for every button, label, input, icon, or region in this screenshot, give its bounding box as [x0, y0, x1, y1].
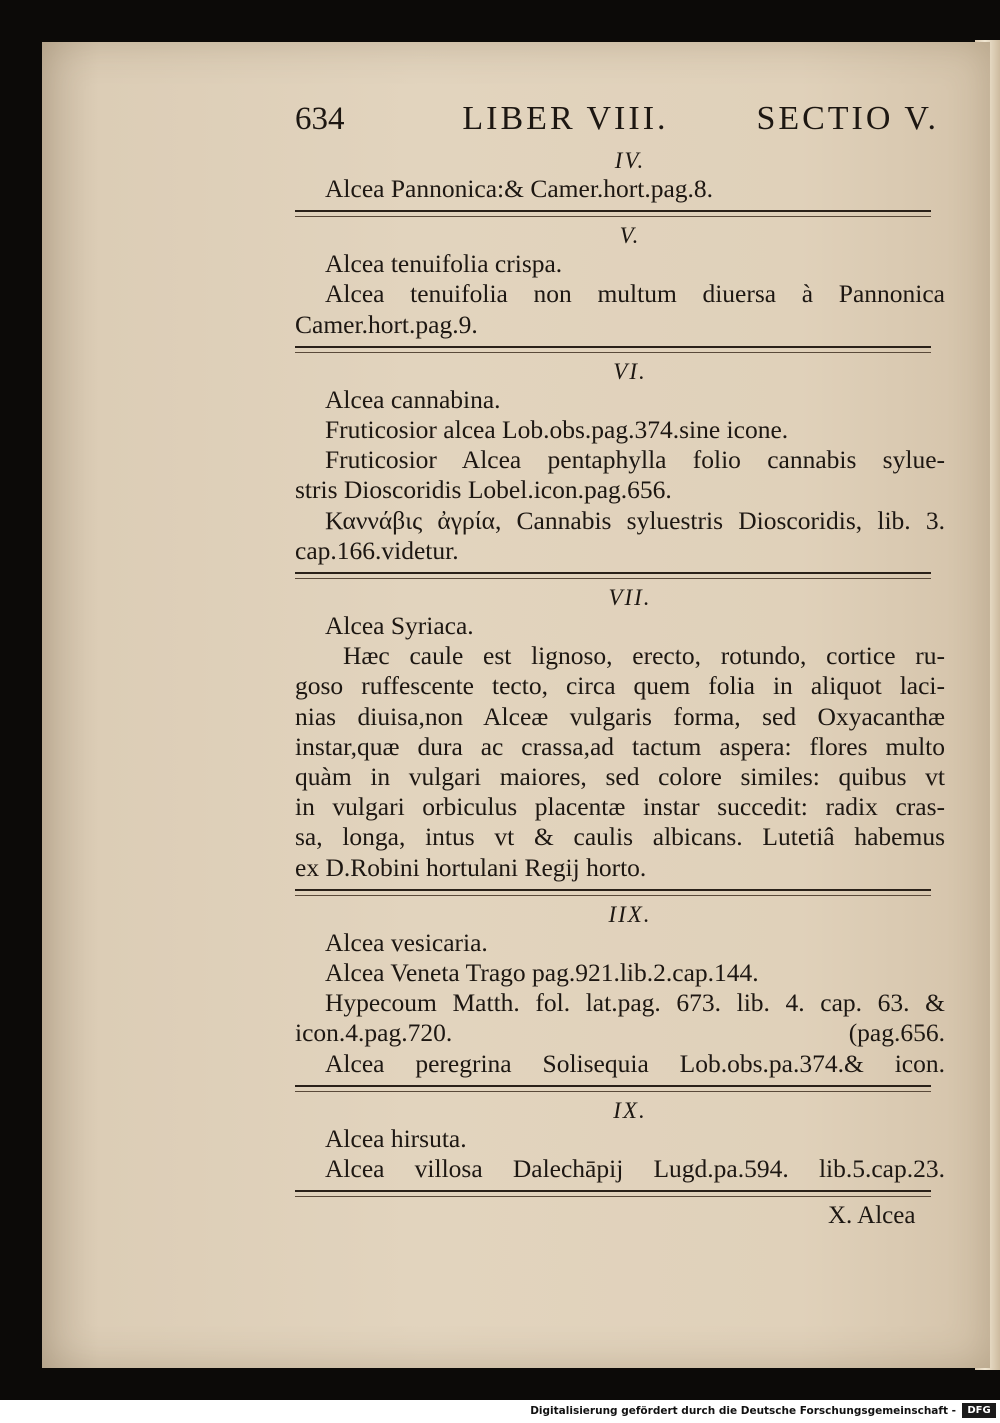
entry-line: in vulgari orbiculus placentæ instar succedit: radix cras-	[295, 792, 945, 822]
entry-line: Hypecoum Matth. fol. lat.pag. 673. lib. 4. cap. 63. &	[325, 988, 945, 1018]
entry-line: Alcea villosa Dalechāpij Lugd.pa.594. lib.5.cap.23.	[325, 1154, 945, 1184]
entry-line: instar,quæ dura ac crassa,ad tactum aspera: flores multo	[295, 731, 945, 761]
entry-line: Alcea peregrina Solisequia Lob.obs.pa.374.& icon.	[325, 1048, 945, 1078]
entry-line: sa, longa, intus vt & caulis albicans. Lutetiâ habemus	[295, 822, 945, 852]
entry-line: icon.4.pag.720.	[295, 1018, 453, 1048]
section-rule	[295, 572, 931, 579]
entry-line: stris Dioscoridis Lobel.icon.pag.656.	[295, 475, 672, 505]
entry-line: Alcea Pannonica:& Camer.hort.pag.8.	[325, 174, 714, 203]
entry-line: quàm in vulgari maiores, sed colore similes: quibus vt	[295, 762, 945, 792]
entry-line: Alcea cannabina.	[325, 384, 501, 414]
entry-line: Καννάβις ἀγρία, Cannabis syluestris Dioscoridis, lib. 3.	[325, 505, 945, 535]
section-number: V.	[619, 223, 641, 249]
dfg-logo-icon: DFG	[962, 1403, 996, 1418]
running-section: SECTIO V.	[756, 100, 939, 137]
entry-line: ex D.Robini hortulani Regij horto.	[295, 852, 647, 882]
running-title: LIBER VIII.	[462, 100, 669, 137]
entry-line: nias diuisa,non Alceæ vulgaris forma, sed Oxyacanthæ	[295, 701, 945, 731]
catchword: X. Alcea	[828, 1202, 916, 1229]
digitization-credit: Digitalisierung gefördert durch die Deutsche Forschungsgemeinschaft -	[530, 1405, 956, 1417]
running-head	[295, 100, 945, 148]
entry-line: Alcea Syriaca.	[325, 611, 474, 641]
footer-bar	[0, 1400, 1000, 1423]
entry-line: Fruticosior Alcea pentaphylla folio cannabis sylue-	[325, 445, 945, 475]
entry-line: cap.166.videtur.	[295, 535, 459, 565]
section-number: VI.	[613, 358, 647, 384]
section-rule	[295, 1085, 931, 1092]
entry-line: Alcea hirsuta.	[325, 1123, 467, 1153]
entry-line: Alcea vesicaria.	[325, 927, 488, 957]
entry-line-split	[295, 1018, 945, 1048]
section-rule	[295, 1190, 931, 1197]
entry-line: Camer.hort.pag.9.	[295, 309, 478, 339]
section-rule	[295, 889, 931, 896]
section-rule	[295, 346, 931, 353]
section-number: IIX.	[608, 901, 652, 927]
entry-line: Fruticosior alcea Lob.obs.pag.374.sine icone.	[325, 415, 789, 445]
page-text	[295, 100, 945, 1203]
section-number: IX.	[613, 1097, 647, 1123]
entry-line: Alcea Veneta Trago pag.921.lib.2.cap.144.	[325, 958, 759, 988]
section-number: IV.	[614, 148, 646, 173]
entry-line: goso ruffescente tecto, circa quem folia in aliquot laci-	[295, 671, 945, 701]
page-number: 634	[295, 101, 345, 137]
entry-line: Alcea tenuifolia crispa.	[325, 249, 563, 279]
entry-line: Alcea tenuifolia non multum diuersa à Pannonica	[325, 279, 945, 309]
entry-line-continuation: (pag.656.	[848, 1018, 945, 1048]
section-rule	[295, 210, 931, 217]
entry-line: Hæc caule est lignoso, erecto, rotundo, cortice ru-	[343, 641, 945, 671]
section-number: VII.	[608, 585, 652, 611]
